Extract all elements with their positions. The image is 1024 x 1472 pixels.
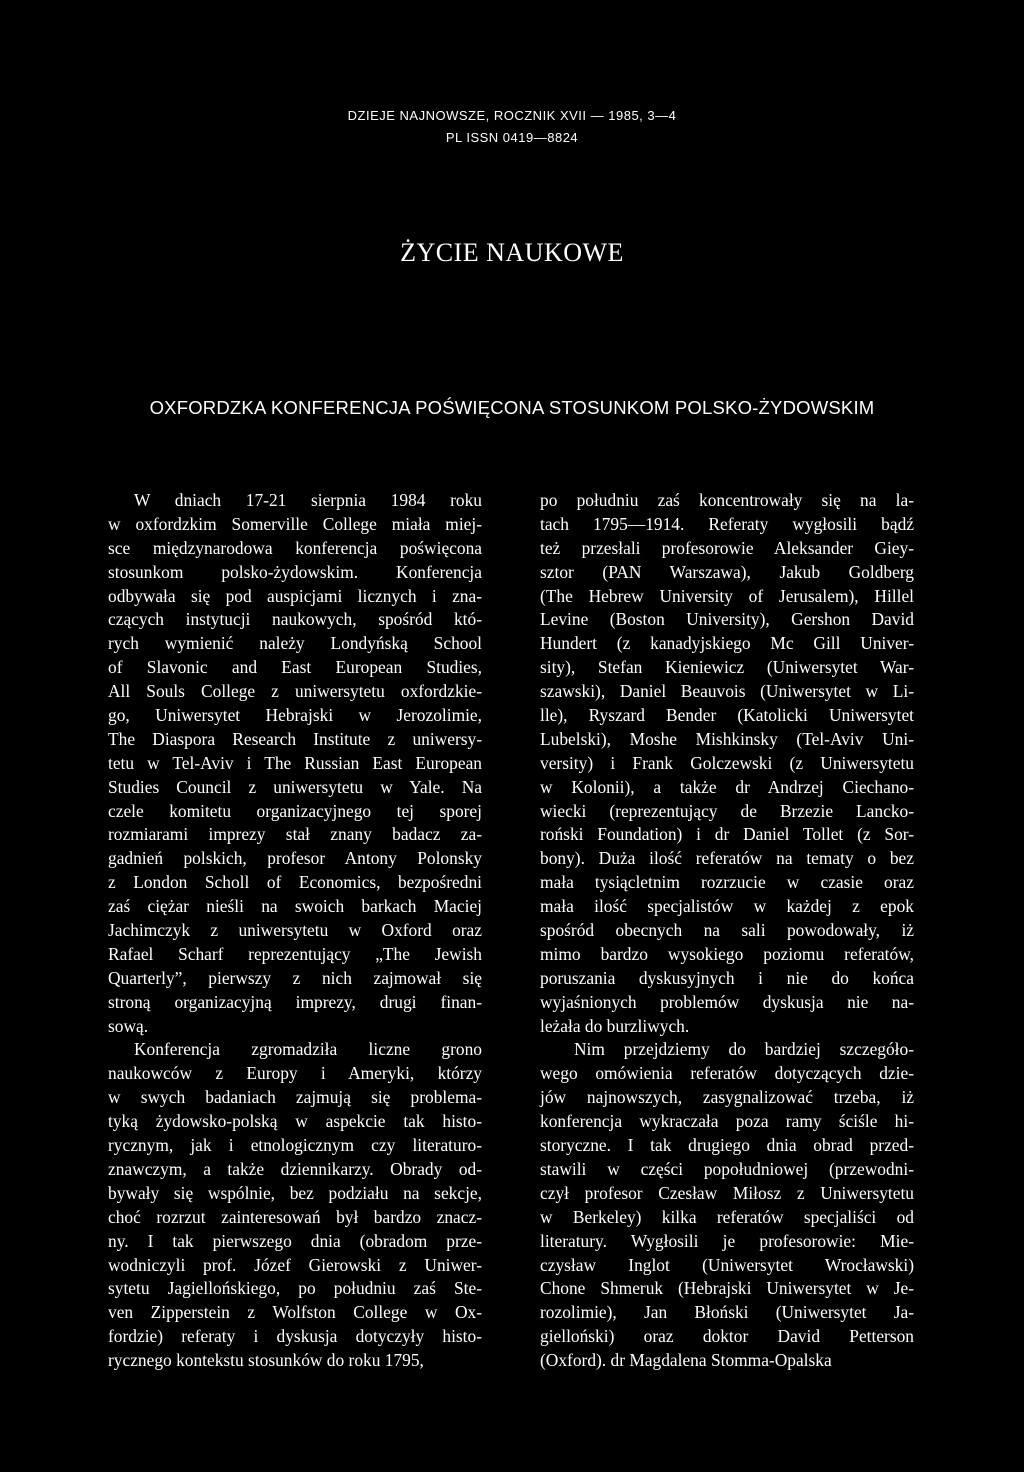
text-line: Konferencja zgromadziła liczne grono <box>134 1039 482 1060</box>
text-line: choć rozrzut zainteresowań był bardzo znacz- <box>108 1206 482 1227</box>
text-line: gadnień polskich, profesor Antony Polonsky <box>108 848 482 869</box>
text-line: stroną organizacyjną imprezy, drugi finan- <box>108 991 482 1012</box>
text-line: czących instytucji naukowych, spośród któ- <box>108 609 482 630</box>
text-line: leżała do burzliwych. <box>540 1015 690 1036</box>
text-line: Levine (Boston University), Gershon David <box>540 609 914 630</box>
text-line: z London Scholl of Economics, bezpośredni <box>108 872 482 893</box>
text-line: spośród obecnych na sali powodowały, iż <box>540 920 914 941</box>
text-line: W dniach 17-21 sierpnia 1984 roku <box>134 490 482 510</box>
text-line: rozmiarami imprezy stał znany badacz za- <box>108 824 482 845</box>
text-line: wiecki (reprezentujący de Brzezie Lancko- <box>540 800 914 821</box>
issn-line: PL ISSN 0419—8824 <box>445 130 579 145</box>
text-line: sce międzynarodowa konferencja poświęcona <box>108 537 482 558</box>
text-line: mimo bardzo wysokiego poziomu referatów, <box>540 943 914 964</box>
text-line: tyką żydowsko-polską w aspekcie tak histo- <box>108 1111 482 1132</box>
text-line: bony). Duża ilość referatów na tematy o bez <box>540 848 914 869</box>
section-title: ŻYCIE NAUKOWE <box>400 238 624 267</box>
text-line: znawczym, a także dziennikarzy. Obrady od- <box>108 1158 482 1179</box>
text-line: All Souls College z uniwersytetu oxfordzkie- <box>108 681 482 702</box>
text-line: go, Uniwersytet Hebrajski w Jerozolimie, <box>108 705 482 726</box>
text-line: bywały się wspólnie, bez podziału na sekcje, <box>108 1182 482 1203</box>
text-line: szawski), Daniel Beauvois (Uniwersytet w Li- <box>540 681 914 702</box>
text-line: wodniczyli prof. Józef Gierowski z Uniwer- <box>108 1254 482 1275</box>
text-line: (The Hebrew University of Jerusalem), Hillel <box>540 585 914 606</box>
text-line: of Slavonic and East European Studies, <box>108 657 482 678</box>
text-line: stawili w części popołudniowej (przewodni- <box>540 1158 914 1179</box>
text-line: literatury. Wygłosili je profesorowie: Mie- <box>540 1230 914 1251</box>
left-column <box>108 489 482 1373</box>
text-line: versity) i Frank Golczewski (z Uniwersytetu <box>540 752 914 773</box>
right-column <box>540 489 914 1373</box>
text-line: Hundert (z kanadyjskiego Mc Gill Univer- <box>540 633 914 654</box>
text-line: czele komitetu organizacyjnego tej sporej <box>108 800 482 821</box>
text-line: tetu w Tel-Aviv i The Russian East European <box>108 752 482 773</box>
text-line: rych wymienić należy Londyńską School <box>108 633 482 654</box>
text-line: mała tysiącletnim rozrzucie w czasie oraz <box>540 872 914 893</box>
text-line: lle), Ryszard Bender (Katolicki Uniwersytet <box>540 705 914 726</box>
text-line: roński Foundation) i dr Daniel Tollet (z Sor- <box>540 824 914 845</box>
text-line: czył profesor Czesław Miłosz z Uniwersytetu <box>540 1182 914 1203</box>
text-line: fordzie) referaty i dyskusja dotyczyły histo- <box>108 1326 482 1347</box>
text-line: sity), Stefan Kieniewicz (Uniwersytet War- <box>540 657 914 678</box>
text-line: sytetu Jagiellońskiego, po południu zaś Ste- <box>108 1278 482 1299</box>
text-line: The Diaspora Research Institute z uniwersy- <box>108 728 482 749</box>
text-line: jów najnowszych, zasygnalizować trzeba, iż <box>540 1087 914 1108</box>
text-line: Nim przejdziemy do bardziej szczegóło- <box>574 1039 914 1060</box>
text-line: rycznego kontekstu stosunków do roku 1795, <box>108 1350 424 1371</box>
text-line: Jachimczyk z uniwersytetu w Oxford oraz <box>108 920 482 941</box>
text-line: Studies Council z uniwersytetu w Yale. Na <box>108 776 482 797</box>
journal-header: DZIEJE NAJNOWSZE, ROCZNIK XVII — 1985, 3—4 <box>347 108 677 123</box>
text-line: w Berkeley) kilka referatów specjaliści od <box>540 1206 914 1227</box>
text-line: rycznym, jak i etnologicznym czy literaturo- <box>108 1135 482 1156</box>
text-line: tach 1795—1914. Referaty wygłosili bądź <box>540 513 914 534</box>
text-line: w swych badaniach zajmują się problema- <box>108 1087 482 1108</box>
text-line: naukowców z Europy i Ameryki, którzy <box>108 1063 482 1084</box>
text-line: wyjaśnionych problemów dyskusja nie na- <box>540 991 914 1012</box>
text-line: (Oxford). dr Magdalena Stomma-Opalska <box>540 1350 832 1371</box>
text-line: Quarterly”, pierwszy z nich zajmował się <box>108 967 482 988</box>
text-line: zaś ciężar nieśli na swoich barkach Maciej <box>108 896 482 917</box>
text-line: poruszania dyskusyjnych i nie do końca <box>540 967 914 988</box>
text-line: storyczne. I tak drugiego dnia obrad przed- <box>540 1135 914 1156</box>
text-line: gielloński) oraz doktor David Petterson <box>540 1326 914 1347</box>
text-line: stosunkom polsko-żydowskim. Konferencja <box>108 561 482 582</box>
text-line: sztor (PAN Warszawa), Jakub Goldberg <box>540 561 914 582</box>
text-line: sową. <box>108 1015 149 1036</box>
text-line: też przesłali profesorowie Aleksander Giey- <box>540 537 914 558</box>
text-line: w oxfordzkim Somerville College miała miej- <box>108 513 482 534</box>
text-line: odbywała się pod auspicjami licznych i zna- <box>108 585 482 606</box>
text-line: wego omówienia referatów dotyczących dzie- <box>540 1063 914 1084</box>
text-line: Rafael Scharf reprezentujący „The Jewish <box>108 943 482 964</box>
article-title: OXFORDZKA KONFERENCJA POŚWIĘCONA STOSUNKOM POLSKO-ŻYDOWSKIM <box>149 397 875 418</box>
text-line: Lubelski), Moshe Mishkinsky (Tel-Aviv Uni- <box>540 728 914 749</box>
text-line: Chone Shmeruk (Hebrajski Uniwersytet w Je- <box>540 1278 914 1299</box>
text-line: konferencja wykraczała poza ramy ściśle hi- <box>540 1111 914 1132</box>
text-line: ny. I tak pierwszego dnia (obradom prze- <box>108 1230 482 1251</box>
text-line: czysław Inglot (Uniwersytet Wrocławski) <box>540 1254 914 1275</box>
text-line: w Kolonii), a także dr Andrzej Ciechano- <box>540 776 914 797</box>
text-line: rozolimie), Jan Błoński (Uniwersytet Ja- <box>540 1302 914 1323</box>
text-line: po południu zaś koncentrowały się na la- <box>540 490 914 510</box>
text-line: ven Zipperstein z Wolfston College w Ox- <box>108 1302 482 1323</box>
text-line: mała ilość specjalistów w każdej z epok <box>540 896 914 917</box>
